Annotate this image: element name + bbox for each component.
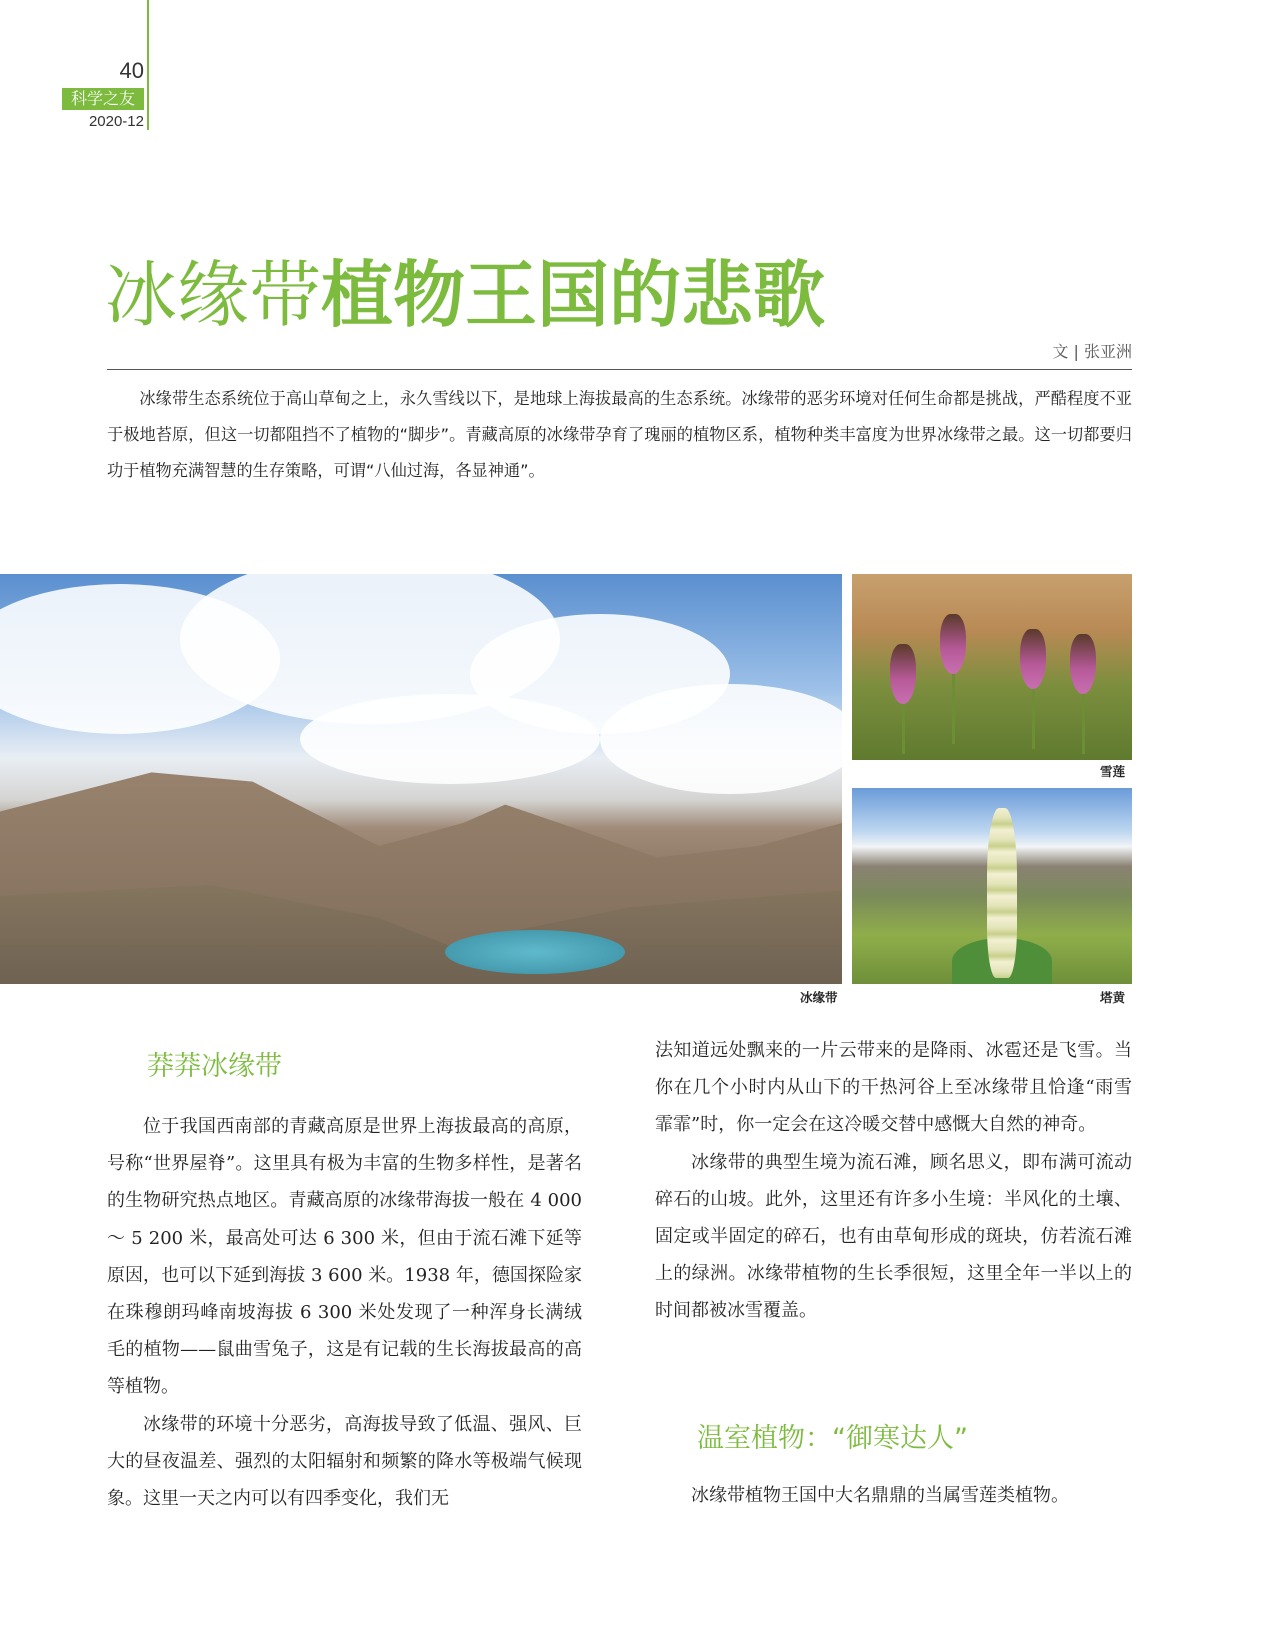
section-heading-1: 莽莽冰缘带 bbox=[147, 1051, 282, 1082]
article-title bbox=[105, 253, 825, 337]
title-part1: 冰缘带 bbox=[105, 253, 322, 337]
lead-paragraph: 冰缘带生态系统位于高山草甸之上，永久雪线以下，是地球上海拔最高的生态系统。冰缘带的恶劣环境对任何生命都是挑战，严酷程度不亚于极地苔原，但这一切都阻挡不了植物的“脚步”。青藏高原的冰缘带孕育了瑰丽的植物区系，植物种类丰富度为世界冰缘带之最。这一切都要归功于植物充满智慧的生存策略，可谓“八仙过海，各显神通”。 bbox=[107, 389, 1132, 480]
section-heading-2: 温室植物：“御寒达人” bbox=[697, 1423, 968, 1454]
caption-rheum-nobile: 塔黄 bbox=[1100, 990, 1126, 1005]
page-number: 40 bbox=[119, 58, 144, 83]
column-right-top bbox=[655, 1032, 1132, 1330]
paragraph: 冰缘带的环境十分恶劣，高海拔导致了低温、强风、巨大的昼夜温差、强烈的太阳辐射和频繁的降水等极端气候现象。这里一天之内可以有四季变化，我们无 bbox=[107, 1413, 582, 1510]
header-divider-line bbox=[147, 0, 149, 130]
issue-date: 2020-12 bbox=[88, 113, 144, 130]
photo-periglacial-landscape bbox=[0, 574, 842, 984]
title-part2: 植物王国的悲歌 bbox=[321, 253, 826, 337]
paragraph: 位于我国西南部的青藏高原是世界上海拔最高的高原，号称“世界屋脊”。这里具有极为丰富的生物多样性，是著名的生物研究热点地区。青藏高原的冰缘带海拔一般在 4 000 ～ 5 200 米，最高处可达 6 300 米，但由于流石滩下延等原因，也可以下延到海拔 3 600 米。1938 年，德国探险家在珠穆朗玛峰南坡海拔 6 300 米处发现了一种浑身长满绒毛的植物——鼠曲雪兔子，这是有记载的生长海拔最高的高等植物。 bbox=[107, 1116, 582, 1398]
photo-rheum-nobile bbox=[852, 788, 1132, 984]
title-rule bbox=[107, 369, 1132, 370]
caption-periglacial: 冰缘带 bbox=[800, 990, 838, 1005]
paragraph: 冰缘带的典型生境为流石滩，顾名思义，即布满可流动碎石的山坡。此外，这里还有许多小生境：半风化的土壤、固定或半固定的碎石，也有由草甸形成的斑块，仿若流石滩上的绿洲。冰缘带植物的生长季很短，这里全年一半以上的时间都被冰雪覆盖。 bbox=[655, 1151, 1132, 1322]
magazine-name: 科学之友 bbox=[62, 88, 144, 110]
paragraph: 冰缘带植物王国中大名鼎鼎的当属雪莲类植物。 bbox=[691, 1485, 1069, 1506]
caption-snow-lotus: 雪莲 bbox=[1100, 764, 1126, 779]
column-right-bottom bbox=[655, 1477, 1132, 1514]
photo-snow-lotus bbox=[852, 574, 1132, 760]
author-byline: 文 | 张亚洲 bbox=[1052, 342, 1132, 361]
paragraph-continued: 法知道远处飘来的一片云带来的是降雨、冰雹还是飞雪。当你在几个小时内从山下的干热河谷上至冰缘带且恰逢“雨雪霏霏”时，你一定会在这冷暖交替中感慨大自然的神奇。 bbox=[655, 1040, 1132, 1136]
column-left bbox=[107, 1108, 582, 1517]
